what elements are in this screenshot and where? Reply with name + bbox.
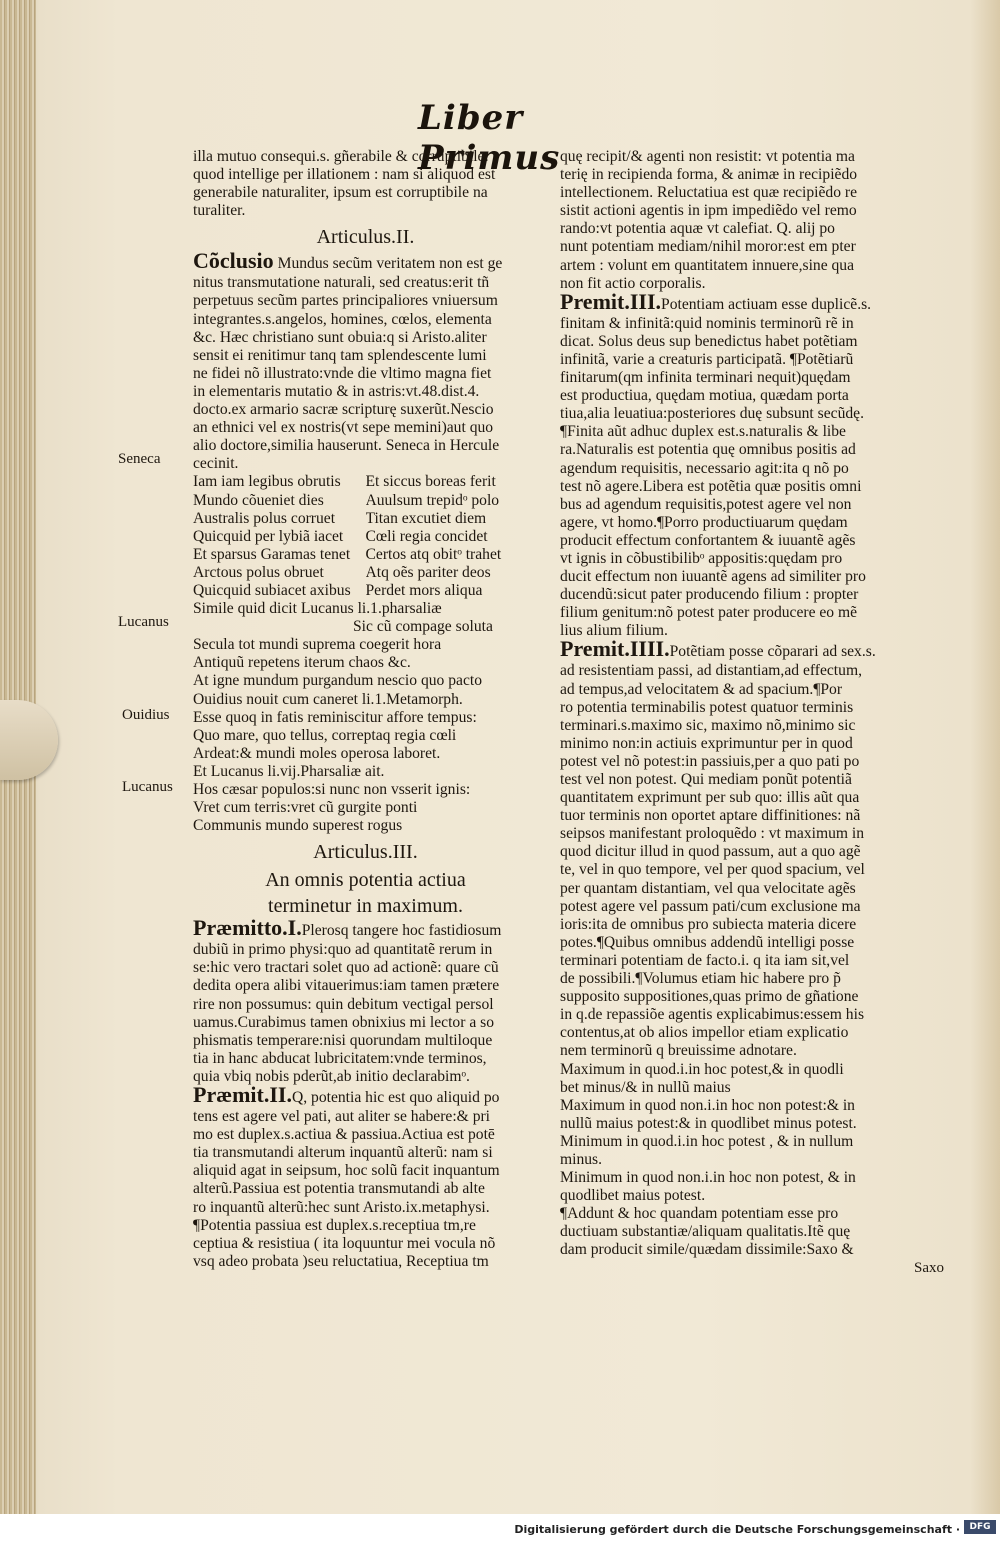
text-line: rando:vt potentia aquæ vt calefiat. Q. alij po: [560, 220, 835, 238]
paragraph-lead-text: Potentiam actiuam esse duplicẽ.s.: [661, 295, 872, 313]
text-line: filium genitum:nõ potest pater producere eo mẽ: [560, 604, 858, 622]
text-line: vsq adeo probata )seu reluctatiua, Receptiua tm: [193, 1252, 489, 1270]
text-line: potest vel nõ potest:in passiuis,per a quo pati po: [560, 752, 860, 770]
right-text-column: [560, 148, 912, 1260]
paragraph-lead-word: Præmitto.I.: [193, 919, 302, 941]
verse-half: Auulsum trepidᵒ polo: [365, 491, 500, 509]
text-line: integrantes.s.angelos, homines, cœlos, elementa: [193, 310, 492, 328]
verse-half: Cœli regia concidet: [365, 527, 488, 545]
text-line: nitus transmutatione naturali, sed creatus:erit tñ: [193, 274, 490, 292]
paragraph-lead-line: [193, 919, 538, 941]
text-line: ducit effectum non iuuantẽ agens ad similiter pro: [560, 568, 866, 586]
text-line: ¶Addunt & hoc quandam potentiam esse pro: [560, 1205, 839, 1223]
text-line: tuor terminis non oportet aptare diffinitiones: nã: [560, 807, 861, 825]
text-line: Secula tot mundi suprema coegerit hora: [193, 636, 442, 654]
text-line: quantitatem exprimunt per sub quo: illis aũt qua: [560, 789, 860, 807]
text-line: Simile quid dicit Lucanus li.1.pharsaliæ: [193, 600, 442, 618]
text-line: ducendũ:sicut pater producendo filium : propter: [560, 586, 859, 604]
text-line: quodlibet maius potest.: [560, 1187, 706, 1205]
footer-bar: [0, 1514, 1000, 1542]
verse-half: Quicquid subiacet axibus: [193, 581, 351, 599]
text-line: Hos cæsar populos:si nunc non vsserit ignis:: [193, 781, 471, 798]
text-line: ¶Potentia passiua est duplex.s.receptiua tm,re: [193, 1216, 476, 1234]
text-line: an ethnici vel ex nostris(vt sepe memini)aut quo: [193, 419, 494, 437]
verse-half: Australis polus corruet: [193, 509, 336, 527]
verse-half: Mundo cõueniet dies: [193, 491, 324, 509]
verse-half: Titan excutiet diem: [365, 509, 487, 527]
text-line: terię in recipienda forma, & animæ in recipiẽdo: [560, 166, 858, 184]
text-line: tens est agere vel pati, aut aliter se habere:& pri: [193, 1108, 491, 1126]
verse-half: Quicquid per lybiã iacet: [193, 527, 344, 545]
text-line: cecinit.: [193, 455, 239, 473]
text-line: lius alium filium.: [560, 622, 668, 640]
text-line: ceptiua & resistiua ( ita loquuntur mei vocula nõ: [193, 1234, 496, 1252]
book-clasp: [0, 700, 58, 780]
verse-line: [193, 492, 538, 510]
text-line: artem : volunt em quantitatem innuere,sine qua: [560, 256, 855, 274]
margin-note-saxo: Saxo: [914, 1260, 944, 1276]
text-line: intellectionem. Reluctatiua est quæ recipiẽdo re: [560, 184, 858, 202]
verse-half: Iam iam legibus obrutis: [193, 473, 341, 491]
text-line: Et Lucanus li.vij.Pharsaliæ ait.: [193, 762, 385, 780]
paragraph-lead-line: [560, 640, 912, 662]
verse-half: Arctous polus obruet: [193, 563, 324, 581]
text-line: ad tempus,ad velocitatem & ad spacium.¶Por: [560, 680, 843, 698]
text-line: minus.: [560, 1150, 603, 1168]
verse-half: Certos atq obitᵒ trahet: [365, 545, 502, 563]
text-line: illa mutuo consequi.s. gñerabile & corruptibile:: [193, 148, 489, 165]
text-line: seipsos manifestant proloquẽdo : vt maximum in: [560, 825, 865, 843]
text-line: ro potentia terminabilis potest quatuor terminis: [560, 698, 854, 716]
text-line: phismatis temperare:nisi quorundam multiloque: [193, 1031, 493, 1049]
article-heading: Articulus.II.: [316, 226, 415, 249]
text-line: ro inquantũ alterũ:hec sunt Aristo.ix.metaphysi.: [193, 1198, 490, 1216]
text-line: quod dicitur illud in quod passum, aut a quo agẽ: [560, 843, 861, 861]
text-line: agere, vt homo.¶Porro productiuarum quędam: [560, 513, 848, 531]
text-line: bet minus/& in nullũ maius: [560, 1078, 731, 1096]
text-line: est productiua, quędam motiua, quædam porta: [560, 387, 849, 405]
text-line: terminari.s.maximo sic, maximo nõ,minimo sic: [560, 716, 856, 734]
text-line: docto.ex armario sacræ scripturę suxerũt.Nescio: [193, 401, 494, 419]
text-line: supposito suppositiones,quas primo de gñatione: [560, 988, 859, 1006]
verse-line: [193, 510, 538, 528]
verse-line: [193, 564, 538, 582]
text-line: test vel non potest. Qui mediam ponũt potentiã: [560, 771, 852, 788]
text-line: vt ignis in cõbustibilibᵒ appositis:quędam pro: [560, 549, 843, 567]
text-line: non fit actio corporalis.: [560, 274, 706, 292]
paragraph-lead-text: Potẽtiam posse cõparari ad sex.s.: [669, 643, 876, 661]
text-line: tia in hanc abducat lubricitatem:vnde terminos,: [193, 1049, 487, 1067]
text-line: nunt potentiam mediam/nihil moror:est em pter: [560, 238, 856, 256]
text-line: Ardeat:& mundi moles operosa laboret.: [193, 744, 441, 762]
text-line: Minimum in quod non.i.in hoc non potest, & in: [560, 1169, 856, 1187]
verse-line: [193, 546, 538, 564]
text-line: infinitã, varie a creaturis participatã. ¶Potẽtiarũ: [560, 350, 854, 368]
article-heading: Articulus.III.: [313, 841, 418, 864]
text-line: tia transmutandi alterum inquantũ alterũ: nam si: [193, 1144, 493, 1162]
text-line: uamus.Curabimus tamen obnixius mi lector a so: [193, 1013, 495, 1031]
margin-note-ouidius: Ouidius: [122, 707, 170, 723]
text-line: per quantam distantiam, vel qua velocitate agẽs: [560, 879, 856, 897]
text-line: aliquid agat in seipsum, hoc solũ facit inquantum: [193, 1162, 500, 1180]
text-line: perpetuus secũm partes principaliores vniuersum: [193, 292, 498, 310]
margin-note-lucanus: Lucanus: [118, 614, 169, 630]
text-line: alio doctore,similia hauserunt. Seneca in Hercule: [193, 437, 500, 455]
text-line: quod intellige per illationem : nam si aliquod est: [193, 166, 496, 184]
paragraph-lead-word: Premit.IIII.: [560, 640, 670, 662]
text-line: bus ad agendum requisitis,potest agere vel non: [560, 495, 852, 513]
text-line: finitarum(qm infinita terminari nequit)quędam: [560, 369, 851, 387]
text-line: potes.¶Quibus omnibus addendũ intelligi posse: [560, 933, 855, 951]
text-line: Maximum in quod.i.in hoc potest,& in quodli: [560, 1060, 844, 1078]
text-line: dedita opera alibi vitauerimus:iam tamen prætere: [193, 977, 500, 995]
text-line: tiua,alia leuatiua:posteriores duę subsunt secũdę.: [560, 405, 864, 423]
text-line: nem terminorũ q breuissime adnotare.: [560, 1042, 797, 1060]
text-line: ra.Naturalis est potentia quę omnibus positis ad: [560, 441, 856, 459]
text-line: agendum requisitis, necessario agit:ita q nõ po: [560, 459, 849, 477]
verse-half: Et siccus boreas ferit: [365, 473, 496, 491]
paragraph-lead-line: [560, 293, 912, 315]
text-line: ne fidei nõ illustrato:vnde die vltimo magna fiet: [193, 364, 492, 382]
text-line: dicat. Solus deus sup benedictus habet potẽtiam: [560, 332, 858, 350]
text-line: At igne mundum purgandum nescio quo pacto: [193, 672, 483, 690]
verse-half: Atq oẽs pariter deos: [365, 563, 491, 581]
text-line: Vret cum terris:vret cũ gurgite ponti: [193, 799, 418, 817]
text-line: sensit ei renitimur tanq tam splendescente lumi: [193, 346, 487, 364]
verse-half: Perdet mors aliqua: [365, 581, 483, 599]
footer-credit: Digitalisierung gefördert durch die Deutsche Forschungsgemeinschaft ·: [514, 1523, 960, 1536]
verse-line: [193, 528, 538, 546]
dfg-logo: DFG: [964, 1520, 996, 1534]
text-line: potest agere vel passum pati/cum exclusione ma: [560, 897, 861, 915]
text-line: mo est duplex.s.actiua & passiua.Actiua est potē: [193, 1126, 495, 1144]
paragraph-lead-word: Præmit.II.: [193, 1086, 292, 1108]
text-line: terminari potentiam de facto.i. q ita iam sit,vel: [560, 951, 850, 969]
text-line: &c. Hæc christiano sunt obuia:q si Aristo.aliter: [193, 328, 487, 346]
paragraph-lead-word: Cõclusio: [193, 252, 274, 274]
text-line: finitam & infinitã:quid nominis terminorũ rẽ in: [560, 314, 854, 332]
text-line: Maximum in quod non.i.in hoc non potest:& in: [560, 1096, 855, 1114]
text-line: Communis mundo superest rogus: [193, 817, 403, 835]
paragraph-lead-word: Premit.III.: [560, 292, 662, 314]
text-line: ¶Finita aũt adhuc duplex est.s.naturalis & libe: [560, 423, 846, 441]
text-line: Ouidius nouit cum caneret li.1.Metamorph.: [193, 690, 463, 708]
text-line: quę recipit/& agenti non resistit: vt potentia ma: [560, 148, 855, 165]
text-line: Esse quoq in fatis reminiscitur affore tempus:: [193, 708, 477, 726]
article-question: terminetur in maximum.: [268, 895, 463, 918]
text-line: turaliter.: [193, 202, 246, 220]
text-line: generabile naturaliter, ipsum est corruptibile na: [193, 184, 488, 202]
paragraph-lead-text: Mundus secũm veritatem non est ge: [273, 255, 503, 273]
left-text-column: [193, 148, 538, 1271]
text-line: quia vbiq nobis pderũt,ab initio declarabimᵒ.: [193, 1067, 470, 1085]
text-line: Minimum in quod.i.in hoc potest , & in nullum: [560, 1132, 854, 1150]
text-line: dubiũ in primo physi:quo ad quantitatẽ rerum in: [193, 941, 493, 959]
text-line: in q.de repassiõe agentis explicabimus:essem his: [560, 1006, 865, 1024]
paragraph-lead-text: Plerosq tangere hoc fastidiosum: [301, 922, 502, 940]
text-line: dam producit simile/quædam dissimile:Saxo &: [560, 1241, 854, 1259]
paragraph-lead-text: Q, potentia hic est quo aliquid po: [291, 1089, 500, 1107]
text-line: nullũ maius potest:& in quodlibet minus potest.: [560, 1114, 857, 1132]
text-line: alterũ.Passiua est potentia transmutandi ab alte: [193, 1180, 485, 1198]
text-line: Quo mare, quo tellus, correptaq regia cœli: [193, 726, 457, 744]
text-line: ioris:ita de omnibus pro subiecta materia dicere: [560, 915, 857, 933]
margin-note-seneca: Seneca: [118, 451, 161, 467]
text-line: ad resistentiam passi, ad distantiam,ad effectum,: [560, 662, 862, 680]
text-line: sistit actioni agentis in ipm impediẽdo vel remo: [560, 202, 857, 220]
text-line: Antiquũ repetens iterum chaos &c.: [193, 654, 411, 672]
text-line: te, vel in quo tempore, vel per quod spacium, vel: [560, 861, 865, 879]
verse-indented-line: Sic cũ compage soluta: [353, 618, 493, 636]
verse-line: [193, 473, 538, 491]
text-line: ductiuam substantiæ/aliquam qualitatis.Itẽ quę: [560, 1223, 851, 1241]
verse-half: Et sparsus Garamas tenet: [193, 545, 351, 563]
paragraph-lead-line: [193, 252, 538, 274]
text-line: in elementaris mutatio & in astris:vt.48.dist.4.: [193, 382, 480, 400]
article-question: An omnis potentia actiua: [265, 869, 466, 892]
text-line: producit effectum confortantem & iuuantẽ agẽs: [560, 531, 856, 549]
paragraph-lead-line: [193, 1086, 538, 1108]
text-line: contentus,at ob alios impellor etiam explicatio: [560, 1024, 849, 1042]
text-line: test nõ agere.Libera est potẽtia quæ positis omni: [560, 477, 862, 495]
margin-note-lucanus-2: Lucanus: [122, 779, 173, 795]
verse-line: [193, 582, 538, 600]
text-line: se:hic vero tractari solet quo ad actionẽ: quare cũ: [193, 959, 499, 977]
text-line: minimo non:in actiuis exprimuntur per in quod: [560, 734, 853, 752]
text-line: rire non possumus: quin debitum vectigal persol: [193, 995, 494, 1013]
running-header: Liber Primus: [418, 98, 561, 178]
text-line: de possibili.¶Volumus etiam hic habere pro p̃: [560, 970, 841, 988]
